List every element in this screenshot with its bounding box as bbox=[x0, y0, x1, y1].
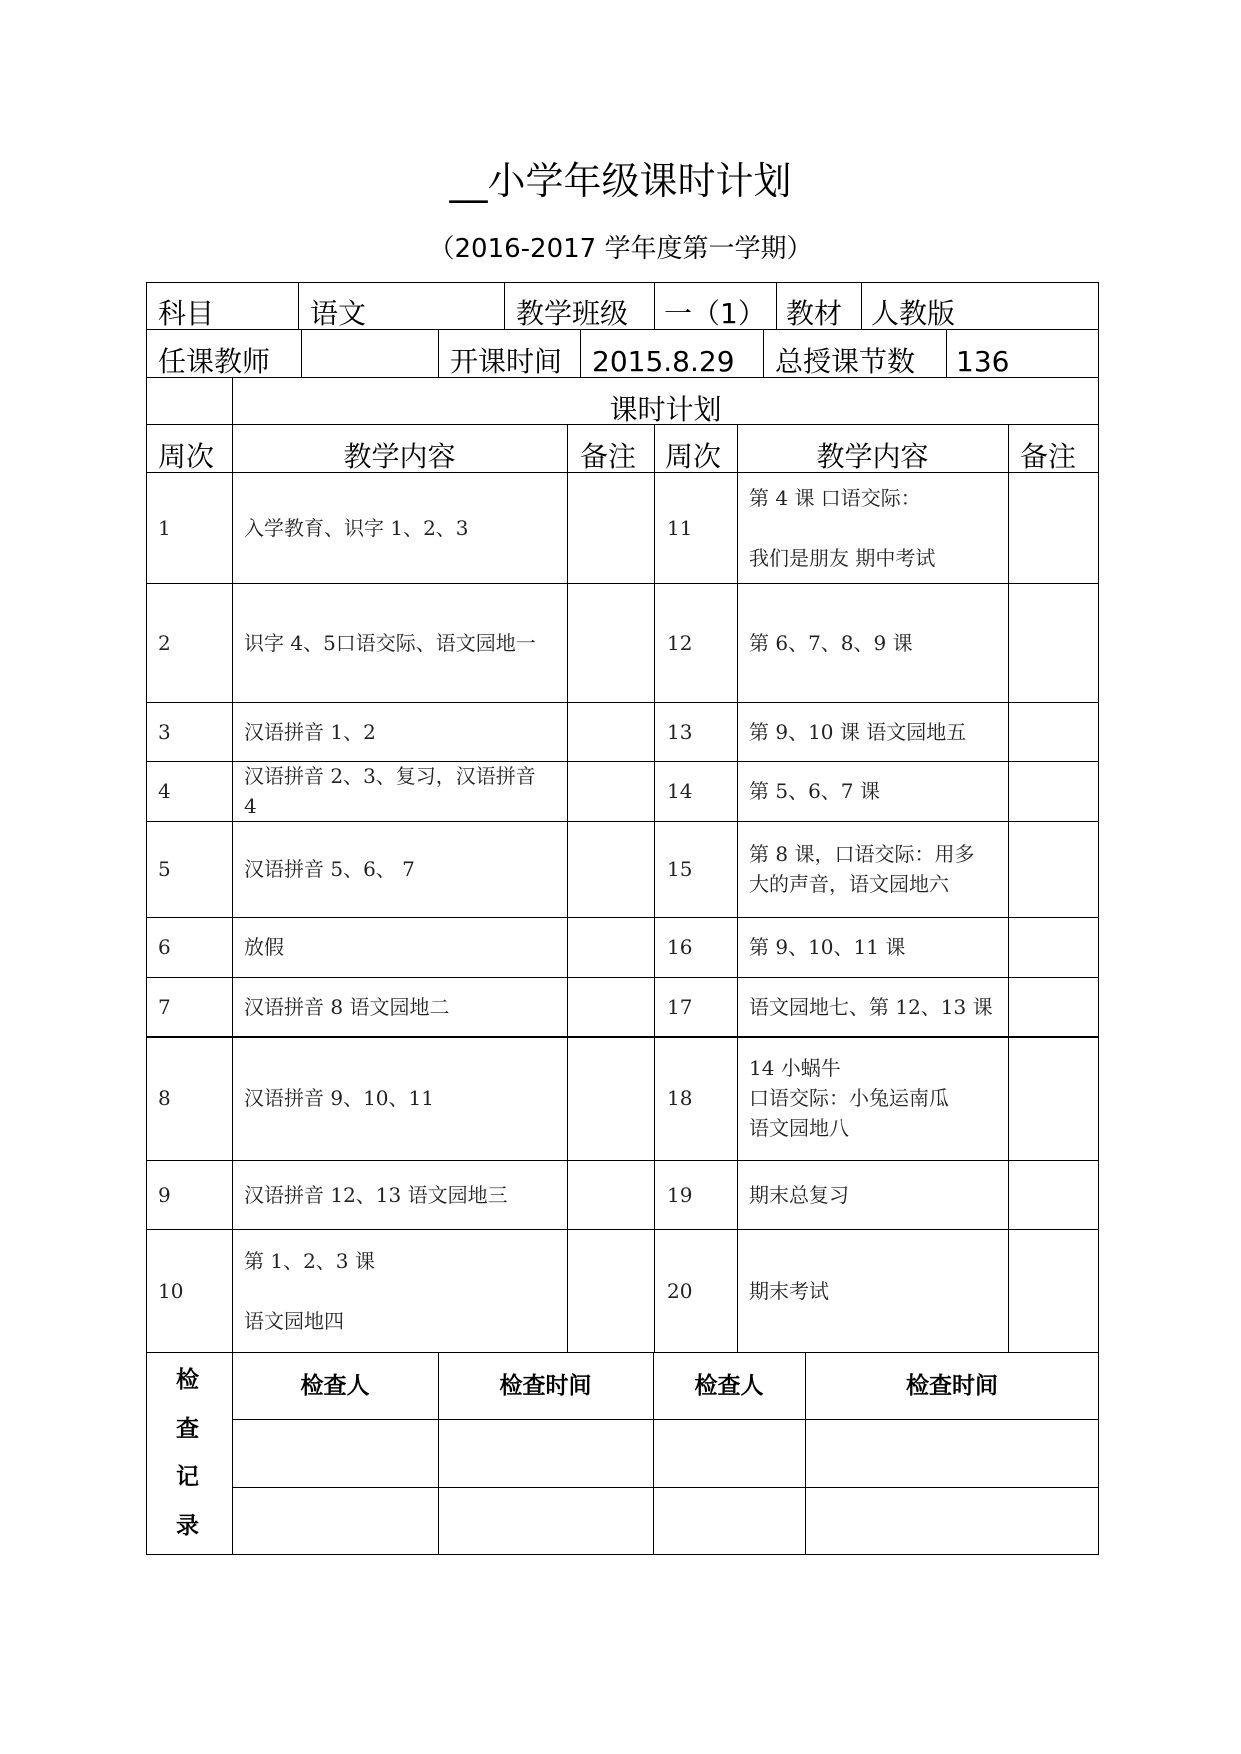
divider bbox=[232, 1487, 1099, 1488]
check-inspector-header-2: 检查人 bbox=[694, 1373, 764, 1399]
lesson-content-left: 4 bbox=[244, 794, 257, 818]
col-week-right: 周次 bbox=[665, 440, 722, 473]
col-content-right: 教学内容 bbox=[816, 440, 929, 473]
lesson-content-right: 第 6、7、8、9 课 bbox=[749, 631, 913, 655]
divider bbox=[146, 977, 1099, 978]
lesson-content-left: 识字 4、5口语交际、语文园地一 bbox=[244, 631, 536, 655]
lesson-content-left: 汉语拼音 9、10、11 bbox=[244, 1086, 434, 1110]
class-value: 一（1） bbox=[664, 297, 766, 330]
lesson-content-left: 汉语拼音 8 语文园地二 bbox=[244, 995, 450, 1019]
col-note-left: 备注 bbox=[580, 440, 637, 473]
week-number-right: 16 bbox=[667, 935, 693, 959]
lesson-content-right: 语文园地八 bbox=[749, 1116, 849, 1140]
plan-heading: 课时计划 bbox=[609, 393, 722, 426]
lesson-content-right: 期末总复习 bbox=[749, 1183, 849, 1207]
lesson-content-left: 汉语拼音 5、6、 7 bbox=[244, 857, 415, 881]
divider bbox=[763, 329, 764, 377]
week-number-right: 13 bbox=[667, 720, 693, 744]
week-number-right: 11 bbox=[667, 516, 693, 540]
week-number-left: 9 bbox=[158, 1183, 171, 1207]
lesson-content-right: 语文园地七、第 12、13 课 bbox=[749, 995, 993, 1019]
class-label: 教学班级 bbox=[516, 297, 629, 330]
divider bbox=[861, 282, 862, 329]
page-subtitle: （2016-2017 学年度第一学期） bbox=[428, 234, 813, 264]
divider bbox=[580, 329, 581, 377]
week-number-left: 7 bbox=[158, 995, 171, 1019]
lesson-content-right: 第 8 课，口语交际：用多 bbox=[749, 842, 975, 866]
divider bbox=[146, 1229, 1099, 1230]
week-number-left: 1 bbox=[158, 516, 171, 540]
divider bbox=[438, 329, 439, 377]
week-number-right: 18 bbox=[667, 1086, 693, 1110]
lesson-content-left: 汉语拼音 1、2 bbox=[244, 720, 376, 744]
divider bbox=[146, 583, 1099, 584]
week-number-left: 5 bbox=[158, 857, 171, 881]
divider bbox=[946, 329, 947, 377]
total-lessons-label: 总授课节数 bbox=[775, 345, 916, 378]
week-number-left: 10 bbox=[158, 1279, 184, 1303]
week-number-right: 14 bbox=[667, 779, 693, 803]
divider bbox=[567, 424, 568, 1352]
divider bbox=[737, 424, 738, 1352]
lesson-content-left: 语文园地四 bbox=[244, 1309, 344, 1333]
divider bbox=[146, 821, 1099, 822]
check-time-header-2: 检查时间 bbox=[906, 1373, 998, 1399]
start-label: 开课时间 bbox=[450, 345, 563, 378]
divider bbox=[654, 282, 655, 329]
week-number-right: 17 bbox=[667, 995, 693, 1019]
check-time-header-1: 检查时间 bbox=[499, 1373, 592, 1399]
week-number-left: 3 bbox=[158, 720, 171, 744]
lesson-content-left: 汉语拼音 2、3、复习，汉语拼音 bbox=[244, 764, 536, 788]
divider bbox=[504, 282, 505, 329]
divider bbox=[654, 424, 655, 1352]
divider bbox=[298, 282, 299, 329]
page-title: __小学年级课时计划 bbox=[449, 159, 792, 203]
divider bbox=[146, 917, 1099, 918]
check-side-label-3: 记 bbox=[176, 1464, 199, 1490]
check-side-label-4: 录 bbox=[176, 1513, 199, 1539]
lesson-content-right: 口语交际：小兔运南瓜 bbox=[749, 1086, 949, 1110]
subject-label: 科目 bbox=[158, 297, 215, 330]
lesson-content-left: 汉语拼音 12、13 语文园地三 bbox=[244, 1183, 508, 1207]
divider bbox=[776, 282, 777, 329]
divider bbox=[146, 702, 1099, 703]
week-number-right: 19 bbox=[667, 1183, 693, 1207]
lesson-content-right: 第 9、10 课 语文园地五 bbox=[749, 720, 967, 744]
lesson-content-right: 第 9、10、11 课 bbox=[749, 935, 906, 959]
start-value: 2015.8.29 bbox=[592, 345, 735, 378]
week-number-right: 15 bbox=[667, 857, 693, 881]
check-inspector-header-1: 检查人 bbox=[300, 1373, 370, 1399]
lesson-content-right: 第 5、6、7 课 bbox=[749, 779, 880, 803]
subject-value: 语文 bbox=[310, 297, 367, 330]
divider bbox=[146, 1036, 1099, 1038]
textbook-value: 人教版 bbox=[871, 297, 956, 330]
teacher-label: 任课教师 bbox=[158, 345, 271, 378]
week-number-left: 6 bbox=[158, 935, 171, 959]
check-side-label-2: 查 bbox=[176, 1416, 199, 1442]
divider bbox=[301, 329, 302, 377]
week-number-right: 12 bbox=[667, 631, 693, 655]
col-note-right: 备注 bbox=[1020, 440, 1077, 473]
col-content-left: 教学内容 bbox=[343, 440, 456, 473]
lesson-content-right: 14 小蜗牛 bbox=[749, 1056, 841, 1080]
divider bbox=[146, 1160, 1099, 1161]
week-number-right: 20 bbox=[667, 1279, 693, 1303]
lesson-content-right: 我们是朋友 期中考试 bbox=[749, 546, 936, 570]
lesson-content-right: 期末考试 bbox=[749, 1279, 829, 1303]
divider bbox=[1008, 424, 1009, 1352]
check-side-label-1: 检 bbox=[176, 1367, 199, 1393]
lesson-content-left: 入学教育、识字 1、2、3 bbox=[244, 516, 469, 540]
col-week-left: 周次 bbox=[158, 440, 215, 473]
lesson-content-right: 第 4 课 口语交际： bbox=[749, 486, 921, 510]
divider bbox=[146, 1352, 1099, 1353]
lesson-content-left: 第 1、2、3 课 bbox=[244, 1249, 375, 1273]
total-lessons-value: 136 bbox=[956, 345, 1010, 378]
textbook-label: 教材 bbox=[786, 297, 843, 330]
lesson-content-left: 放假 bbox=[244, 935, 284, 959]
divider bbox=[232, 1419, 1099, 1420]
week-number-left: 4 bbox=[158, 779, 171, 803]
week-number-left: 2 bbox=[158, 631, 171, 655]
week-number-left: 8 bbox=[158, 1086, 171, 1110]
lesson-content-right: 大的声音，语文园地六 bbox=[749, 872, 949, 896]
